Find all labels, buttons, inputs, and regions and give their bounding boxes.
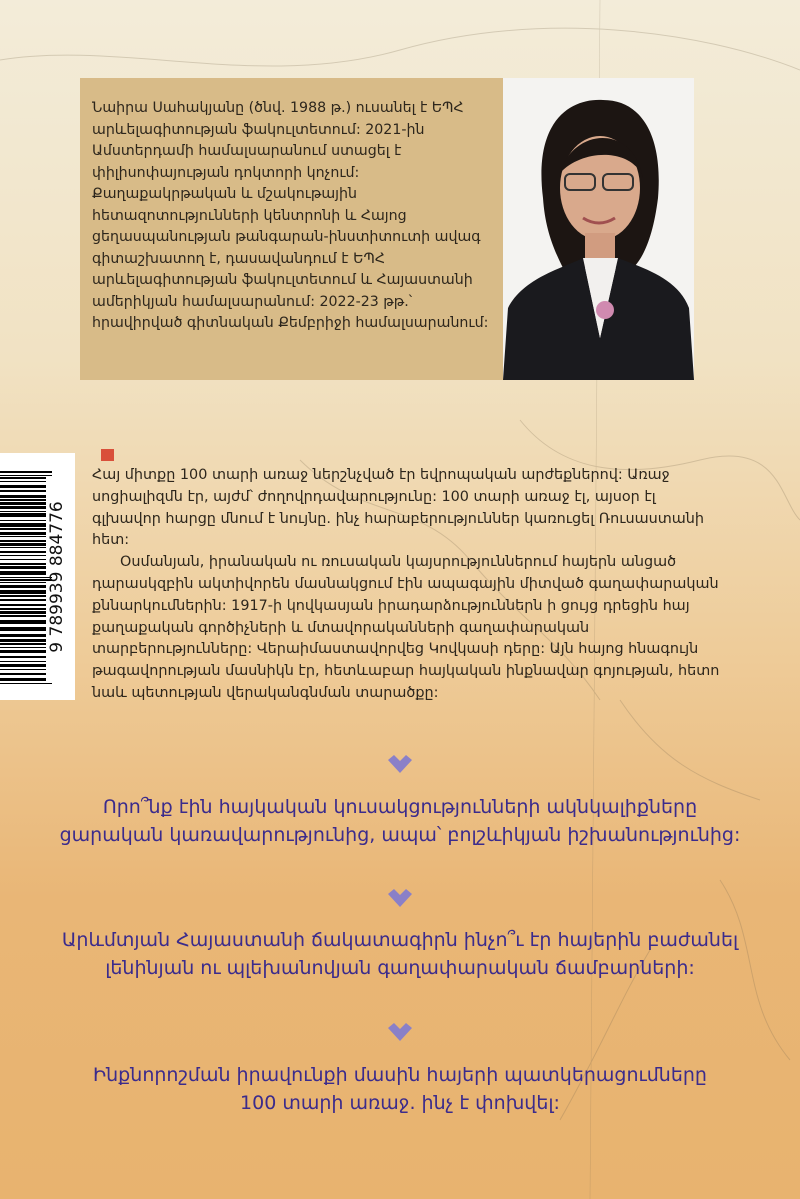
barcode-bar: [0, 585, 46, 588]
barcode-bar: [0, 490, 46, 492]
description-paragraph: Հայ միտքը 100 տարի առաջ ներշնչված էր եվրոպական արժեքներով: Առաջ սոցիալիզմն էր, այժմ՝ ժողովրդավարությունը: 100 տարի առաջ էլ, այսօր էլ գլխավոր հարցը մնում է նույնը. ինչ հարաբերություններ կառուցել Ռուսաստանի հետ:: [92, 467, 705, 549]
question-line: Ինքնորոշման իրավունքի մասին հայերի պատկերացումները: [93, 1064, 707, 1086]
barcode-bar: [0, 551, 46, 553]
barcode-bar: [0, 563, 46, 565]
barcode-bar: [0, 477, 46, 479]
barcode-bar: [0, 523, 46, 527]
question-line: Որո՞նք էին հայկական կուսակցությունների ակնկալիքները: [102, 796, 698, 818]
barcode-bar: [0, 627, 46, 631]
barcode-bar: [0, 620, 46, 624]
barcode-bar: [0, 475, 52, 476]
barcode-bar: [0, 664, 46, 667]
barcode-bar: [0, 579, 52, 581]
chevron-down-icon: [388, 889, 412, 907]
barcode-bar: [0, 604, 46, 606]
barcode-bar: [0, 678, 46, 681]
barcode-bar: [0, 599, 46, 601]
barcode-bar: [0, 495, 46, 498]
barcode-bar: [0, 511, 46, 512]
barcode-bar: [0, 647, 46, 648]
barcode-bar: [0, 513, 46, 517]
barcode-bar: [0, 615, 46, 617]
question-1: [0, 793, 800, 849]
barcode-bar: [0, 499, 46, 501]
barcode-bar: [0, 661, 46, 662]
barcode-bar: [0, 650, 46, 653]
barcode-bar: [0, 502, 46, 505]
barcode-bar: [0, 683, 52, 684]
barcode-bar: [0, 571, 46, 575]
isbn-barcode: [0, 453, 75, 700]
barcode-bar: [0, 555, 46, 556]
barcode-bar: [0, 673, 46, 675]
question-line: լենինյան ու պլեխանովյան գաղափարական ճամբարների:: [105, 957, 695, 979]
barcode-bar: [0, 536, 46, 537]
barcode-bar: [0, 566, 46, 569]
question-3: [0, 1061, 800, 1117]
barcode-bar: [0, 532, 46, 535]
question-line: 100 տարի առաջ. ինչ է փոխվել:: [240, 1092, 560, 1114]
question-line: Արևմտյան Հայաստանի ճակատագիրն ինչո՞ւ էր հայերին բաժանել: [61, 929, 739, 951]
chevron-down-icon: [388, 755, 412, 773]
barcode-bar: [0, 611, 46, 614]
barcode-bar: [0, 559, 46, 560]
question-2: [0, 926, 800, 982]
barcode-bar: [0, 520, 46, 521]
author-bio: Նաիրա Սահակյանը (ծնվ. 1988 թ.) ուսանել է ԵՊՀ արևելագիտության ֆակուլտետում: 2021-ին Ամստերդամի համալսարանում ստացել է փիլիսոփայության դոկտորի կոչում: Քաղաքակրթական և մշակութային հետազոտությունների կենտրոնի և Հայոց ցեղասպանության թանգարան-ինստիտուտի ավագ գիտաշխատող է, դասավանդում է ԵՊՀ արևելագիտության ֆակուլտետում և Հայաստանի ամերիկյան համալսարանում: 2022-23 թթ.՝ հրավիրված գիտնական Քեմբրիջի համալսարանում:: [92, 100, 489, 331]
question-line: ցարական կառավարությունից, ապա՝ բոլշևիկյան իշխանությունից:: [59, 824, 741, 846]
book-description: [92, 465, 722, 705]
description-paragraph: Օսմանյան, իրանական ու ռուսական կայսրություններում հայերն անցած դարասկզբին ակտիվորեն մասնակցում էին ապագային միտված գաղափարական քննարկումներին: 1917-ի կովկասյան իրադարձություններն ի ցույց դրեցին հայ քաղաքական գործիչների և մտավորականների գաղափարական տարբերությունները: Վերաիմաստավորվեց Կովկասի դերը: Այն հայոց հնագույն թագավորության մասնիկն էր, հետևաբար հայկական ինքնավար գոյության, հետո նաև պետության վերականգնման տարածքը:: [92, 554, 720, 701]
author-photo: [503, 78, 694, 380]
red-marker-icon: [101, 449, 114, 461]
barcode-bar: [0, 485, 46, 488]
barcode-bar: [0, 639, 46, 642]
barcode-bar: [0, 540, 46, 542]
barcode-bar: [0, 506, 46, 509]
barcode-bar: [0, 595, 46, 597]
barcode-bar: [0, 590, 46, 594]
chevron-down-icon: [388, 1023, 412, 1041]
barcode-bar: [0, 577, 52, 578]
barcode-bar: [0, 543, 46, 546]
barcode-bar: [0, 528, 46, 530]
barcode-bar: [0, 471, 52, 473]
barcode-bar: [0, 608, 46, 610]
barcode-bar: [0, 481, 46, 482]
isbn-digits: 9 789939 884776: [47, 501, 67, 653]
barcode-bar: [0, 669, 46, 670]
barcode-bar: [0, 643, 46, 645]
barcode-bar: [0, 634, 46, 637]
barcode-bar: [0, 656, 46, 658]
barcode-bar: [0, 547, 46, 548]
barcode-bar: [0, 582, 46, 583]
